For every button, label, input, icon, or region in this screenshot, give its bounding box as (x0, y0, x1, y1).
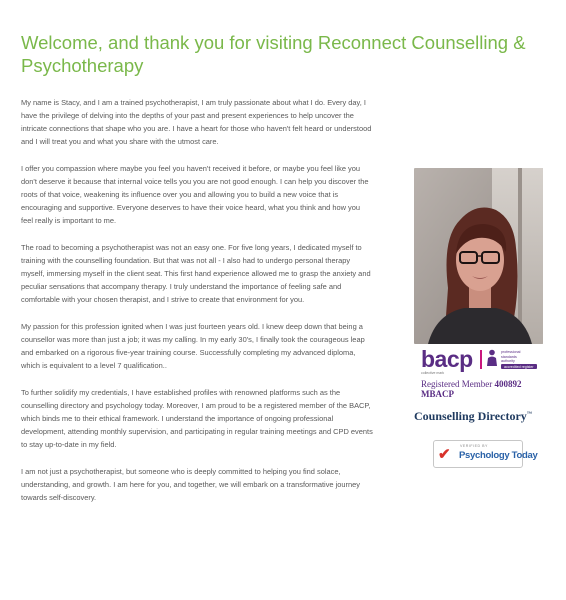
intro-paragraph: My passion for this profession ignited when I was just fourteen years old. I knew deep down that being a counsellor was more than just a job; it was my calling. In my early 30's, I finally took the courageous leap and embarked on a rigorous five-year training course. Successfully completing my advanced diploma, which is equivalent to a level 7 qualification.. (21, 321, 365, 371)
intro-paragraph: I offer you compassion where maybe you feel you haven't received it before, or maybe you feel like you don't deserve it because that internal voice tells you you are not good enough. I can help you discover the roots of that voice, weakening its influence over you and allowing you to build a new voice that is encouraging and supportive. Everyone deserves to have their voice heard, what you think and how you feel really is important to me. (21, 163, 369, 226)
bacp-accredited-label: accredited register (501, 364, 537, 369)
bacp-authority-text: professional standards authority (501, 350, 521, 364)
bacp-logo: bacp (421, 346, 473, 372)
psychology-today-badge[interactable] (433, 440, 538, 468)
intro-paragraph: To further solidify my credentials, I have established profiles with renowned platforms such as the counselling directory and psychology today. Moreover, I am proud to be a registered member of the BACP, which binds me to their ethical framework. I understand the importance of ongoing professional development, attending monthly supervision, and participating in regular training meetings and CPD events to stay up-to-date in my field. (21, 387, 373, 450)
bacp-person-icon (486, 349, 498, 372)
intro-paragraph: I am not just a psychotherapist, but someone who is deeply committed to helping you find solace, understanding, and growth. I am here for you, and together, we will embark on a transformative journey towards self-discovery. (21, 466, 361, 502)
check-icon: ✔ (438, 446, 451, 463)
bacp-divider (480, 350, 482, 369)
pt-name: Psychology Today (459, 450, 538, 461)
pt-verified-label: VERIFIED BY (460, 444, 488, 448)
intro-paragraph: The road to becoming a psychotherapist was not an easy one. For five long years, I dedicated myself to training with the counselling foundation. But that was not all - I also had to undergo personal therapy myself, immersing myself in the client seat. This first hand experience allowed me to grasp the anxiety and peculiar sensations that accompany therapy. I truly understand the importance of feeling safe and comfortable with your chosen therapist, and I strive to create that environment for you. (21, 242, 371, 305)
bacp-tagline: collective mark (421, 371, 445, 375)
bacp-badge[interactable] (421, 346, 543, 402)
bacp-mbacp: MBACP (421, 389, 454, 399)
counselling-directory-logo[interactable]: Counselling Directory™ (414, 409, 532, 423)
intro-paragraph: My name is Stacy, and I am a trained psychotherapist, I am truly passionate about what I do. Every day, I have the privilege of delving into the depths of your past and present experiences to help uncover the intricate connections that shape who you are. I have a heart for those who haven't felt heard or understood and I will treat you and what you share with the utmost care. (21, 98, 372, 147)
bacp-registered-member: Registered Member 400892 (421, 379, 522, 389)
page-title: Welcome, and thank you for visiting Reconnect Counselling & Psychotherapy (21, 32, 526, 76)
therapist-photo (414, 168, 543, 344)
intro-content (21, 96, 373, 517)
